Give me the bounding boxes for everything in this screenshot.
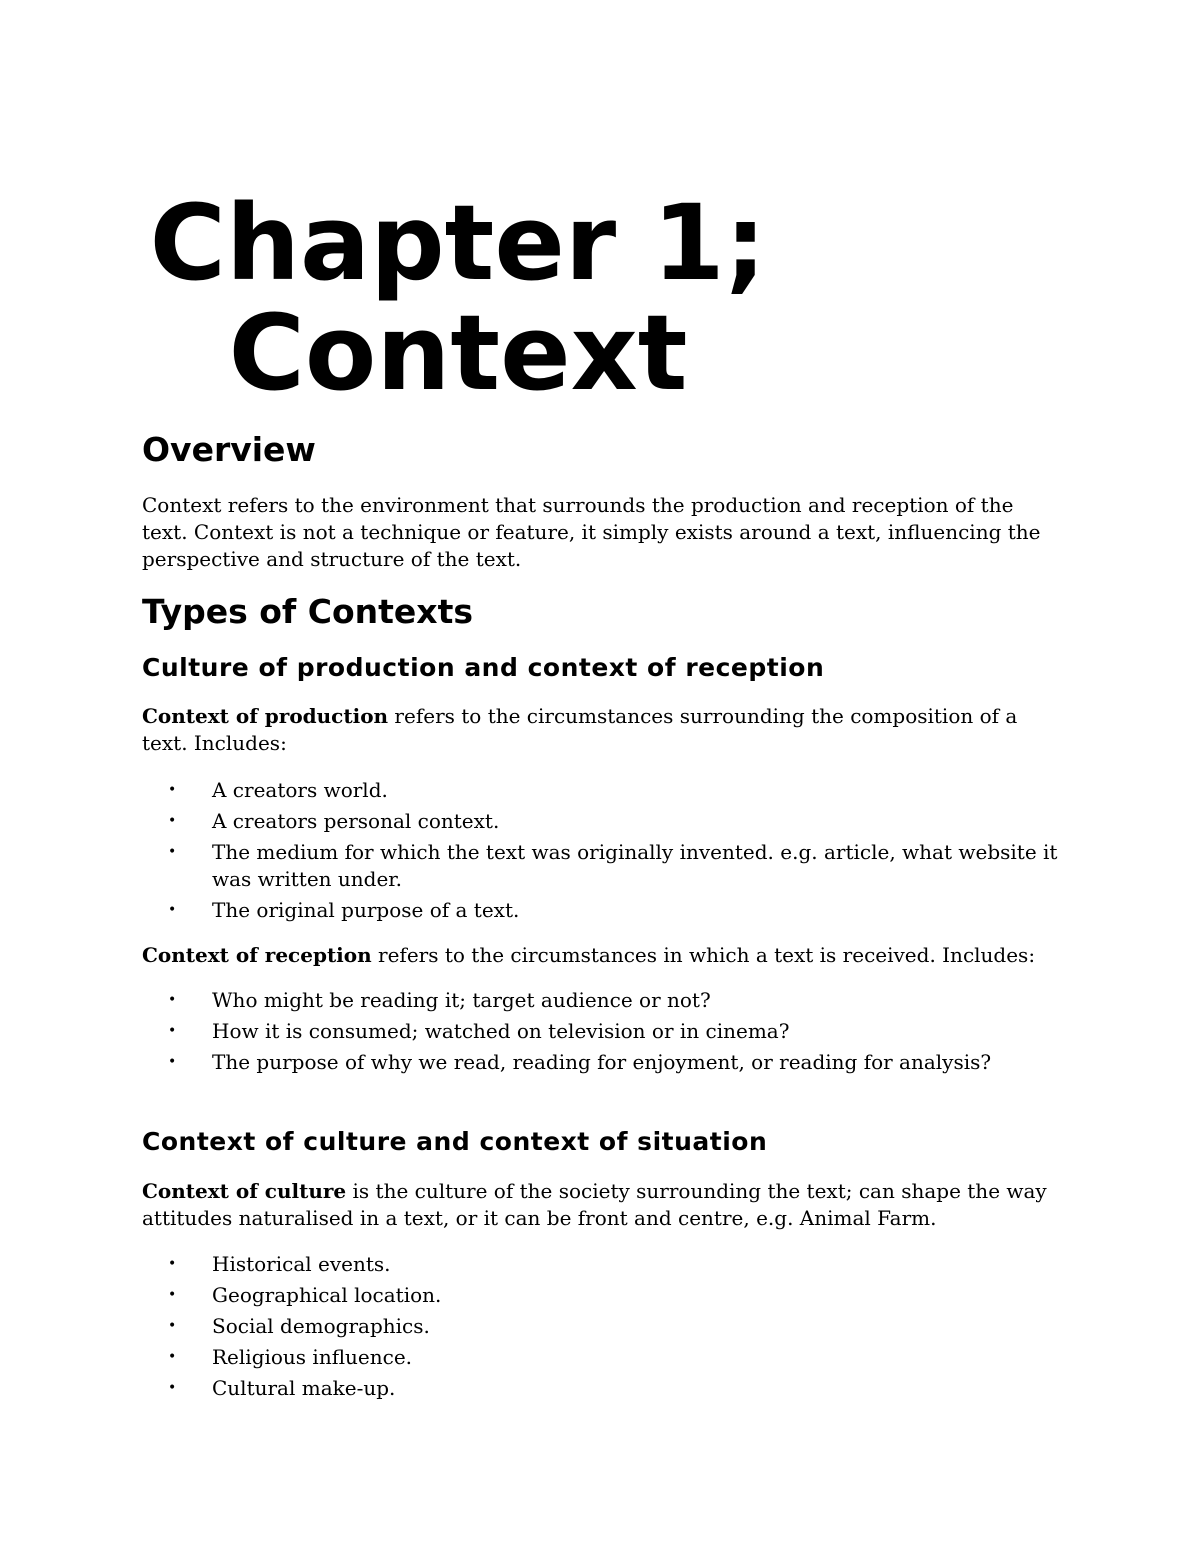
bullet: •: [168, 1349, 177, 1365]
list-item: • Social demographics.: [168, 1314, 430, 1338]
list-item: • Who might be reading it; target audience or not?: [168, 988, 711, 1012]
chapter-title-line2: Context: [228, 292, 688, 414]
chapter-title-line1: Chapter 1;: [149, 182, 767, 304]
list-item: • A creators world.: [168, 778, 388, 802]
bullet: •: [168, 1256, 177, 1272]
reception-text: refers to the circumstances in which a text is received. Includes:: [371, 943, 1036, 967]
production-term: Context of production: [142, 704, 389, 728]
list-item: • Religious influence.: [168, 1345, 413, 1369]
list-item: • Cultural make-up.: [168, 1376, 396, 1400]
overview-heading: Overview: [142, 430, 316, 469]
production-list: [142, 777, 1062, 928]
production-text: refers to the circumstances surrounding the composition of a text. Includes:: [142, 704, 1018, 755]
list-item: • The original purpose of a text.: [168, 898, 520, 922]
chapter-title: [0, 182, 1058, 414]
list-item: • Historical events.: [168, 1252, 391, 1276]
reception-list: [142, 987, 1062, 1080]
bullet: •: [168, 813, 177, 829]
list-item: • The purpose of why we read, reading for enjoyment, or reading for analysis?: [168, 1050, 992, 1074]
culture-term: Context of culture: [142, 1179, 347, 1203]
bullet: •: [168, 844, 177, 860]
bullet: •: [168, 902, 177, 918]
bullet: •: [168, 1318, 177, 1334]
list-item: • Geographical location.: [168, 1283, 442, 1307]
section1-heading: Culture of production and context of reception: [142, 653, 825, 682]
bullet: •: [168, 1380, 177, 1396]
section2-heading: Context of culture and context of situation: [142, 1127, 768, 1156]
list-item: • How it is consumed; watched on television or in cinema?: [168, 1019, 790, 1043]
bullet: •: [168, 992, 177, 1008]
bullet: •: [168, 1023, 177, 1039]
reception-term: Context of reception: [142, 943, 372, 967]
bullet: •: [168, 782, 177, 798]
culture-list: [142, 1251, 1062, 1406]
reception-paragraph: [142, 942, 1062, 969]
list-item: • A creators personal context.: [168, 809, 500, 833]
culture-paragraph: [142, 1178, 1062, 1232]
overview-paragraph: Context refers to the environment that surrounds the production and reception of the text. Context is not a technique or feature, it simply exists around a text, influencing the perspective and structure of the text.: [142, 493, 1041, 571]
bullet: •: [168, 1054, 177, 1070]
list-item: • The medium for which the text was originally invented. e.g. article, what website it was written under.: [168, 840, 1058, 891]
production-paragraph: [142, 703, 1062, 757]
bullet: •: [168, 1287, 177, 1303]
culture-text: is the culture of the society surrounding the text; can shape the way attitudes naturalised in a text, or it can be front and centre, e.g. Animal Farm.: [142, 1179, 1047, 1230]
types-heading: Types of Contexts: [142, 592, 473, 631]
